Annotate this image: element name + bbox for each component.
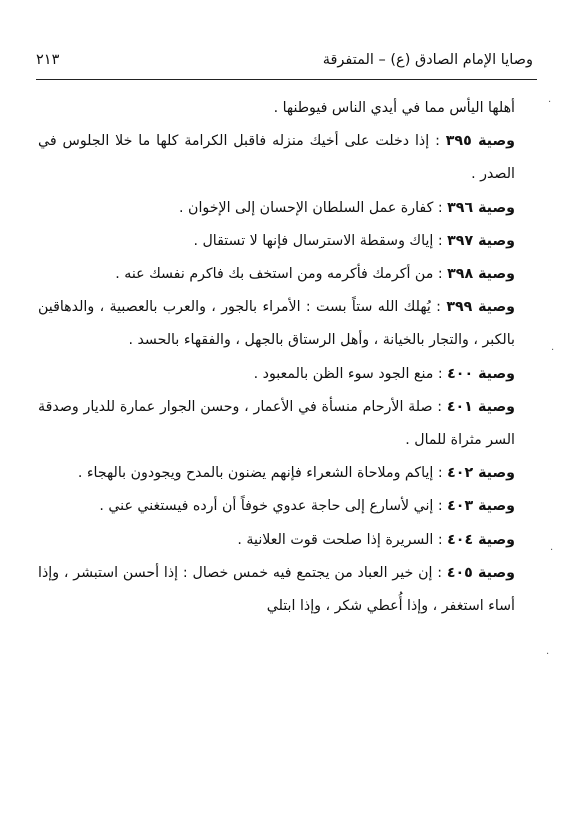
page-number: ٢١٣ xyxy=(36,52,60,68)
wasiyya-label: وصية ٣٩٦ xyxy=(447,199,515,216)
wasiyya-label: وصية ٤٠٥ xyxy=(446,564,515,581)
paragraph-wasiyya-402 xyxy=(38,457,515,490)
paragraph-text: : إن خير العباد من يجتمع فيه خمس خصال : إذا أحسن استبشر ، وإذا أساء استغفر ، وإذا أُعطي شكر ، وإذا ابتلي xyxy=(38,564,515,615)
paragraph-text: : صلة الأرحام منسأة في الأعمار ، وحسن الجوار عمارة للديار وصدقة السر مثراة للمال . xyxy=(38,398,515,449)
header-rule xyxy=(36,79,537,80)
margin-tick: · xyxy=(550,545,554,556)
wasiyya-label: وصية ٤٠٠ xyxy=(447,365,515,382)
paragraph-text: : كفارة عمل السلطان الإحسان إلى الإخوان . xyxy=(179,199,448,216)
wasiyya-label: وصية ٣٩٧ xyxy=(447,232,515,249)
paragraph-text: : إياك وسقطة الاسترسال فإنها لا تستقال . xyxy=(193,232,448,249)
paragraph-text: : منع الجود سوء الظن بالمعبود . xyxy=(253,365,448,382)
wasiyya-label: وصية ٣٩٨ xyxy=(447,266,515,283)
margin-tick: · xyxy=(551,345,555,356)
paragraph-wasiyya-401 xyxy=(38,391,515,457)
paragraph-text: : إذا دخلت على أخيك منزله فاقبل الكرامة كلها ما خلا الجلوس في الصدر . xyxy=(38,133,515,183)
paragraph-wasiyya-404 xyxy=(38,524,515,557)
wasiyya-label: وصية ٤٠٢ xyxy=(447,465,515,482)
running-header xyxy=(36,52,537,76)
paragraph-text: أهلها اليأس مما في أيدي الناس فيوطنها . xyxy=(273,100,515,116)
wasiyya-label: وصية ٣٩٩ xyxy=(446,299,516,316)
wasiyya-label: وصية ٣٩٥ xyxy=(445,133,515,150)
paragraph-wasiyya-398 xyxy=(38,258,515,291)
paragraph-continuation xyxy=(38,92,515,125)
paragraph-wasiyya-397 xyxy=(38,225,515,258)
paragraph-text: : إني لأسارع إلى حاجة عدوي خوفاً أن أرده فيستغني عني . xyxy=(99,498,448,515)
wasiyya-label: وصية ٤٠١ xyxy=(446,398,515,415)
paragraph-text: : يُهلك الله ستاً بست : الأمراء بالجور ، والعرب بالعصبية ، والدهاقين بالكبر ، والتجار بالخيانة ، وأهل الرستاق بالجهل ، والفقهاء بالحسد . xyxy=(38,299,515,349)
paragraph-wasiyya-405 xyxy=(38,557,515,623)
page-body xyxy=(38,92,515,623)
paragraph-text: : السريرة إذا صلحت قوت العلانية . xyxy=(237,531,448,548)
paragraph-wasiyya-396 xyxy=(38,192,515,225)
header-title: وصايا الإمام الصادق (ع) – المتفرقة xyxy=(322,52,533,68)
paragraph-wasiyya-403 xyxy=(38,490,515,523)
wasiyya-label: وصية ٤٠٣ xyxy=(447,498,515,515)
paragraph-wasiyya-400 xyxy=(38,358,515,391)
paragraph-wasiyya-399 xyxy=(38,291,515,357)
paragraph-wasiyya-395 xyxy=(38,125,515,191)
margin-tick: · xyxy=(548,97,552,108)
paragraph-text: : إياكم وملاحاة الشعراء فإنهم يضنون بالمدح ويجودون بالهجاء . xyxy=(77,465,448,482)
wasiyya-label: وصية ٤٠٤ xyxy=(447,531,515,548)
margin-tick: · xyxy=(546,649,550,660)
paragraph-text: : من أكرمك فأكرمه ومن استخف بك فاكرم نفسك عنه . xyxy=(115,266,448,283)
